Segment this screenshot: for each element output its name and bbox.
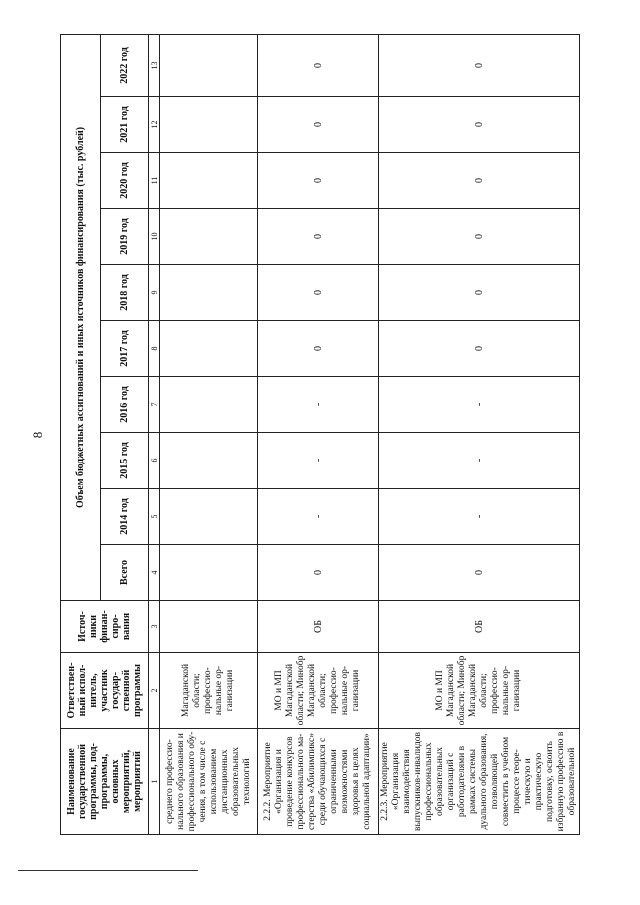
table-row	[160, 34, 258, 834]
row-executor: МО и МП Магаданской области; Минобр Магаданской области; профессио-нальные ор-ганизации	[258, 653, 379, 729]
row-value: 0	[258, 97, 379, 153]
row-value	[160, 489, 258, 545]
row-value: -	[379, 377, 580, 433]
row-value	[160, 209, 258, 265]
row-source	[160, 601, 258, 653]
column-index: 3	[149, 601, 160, 653]
header-year: 2022 год	[101, 34, 149, 96]
header-executor: Ответствен-ный испол-нитель, участник государ-ственной программы	[61, 653, 149, 729]
row-value: 0	[379, 321, 580, 377]
row-executor: Магаданской области; профессио-нальные ор-ганизации	[160, 653, 258, 729]
row-name: 2.2.2. Мероприятие «Организация и проведение конкурсов профессионального ма-стерства «Абилимпикс» среди обучающихся с ограниченными возможностями здоровья в целях социальной адаптации»	[258, 729, 379, 835]
header-funding-group: Объем бюджетных ассигнований и иных источников финансирования (тыс. рублей)	[61, 34, 101, 600]
rotated-page	[30, 35, 605, 835]
column-index: 12	[149, 97, 160, 153]
header-year: 2015 год	[101, 433, 149, 489]
header-year: 2018 год	[101, 265, 149, 321]
column-index: 9	[149, 265, 160, 321]
row-value: 0	[258, 321, 379, 377]
row-value	[160, 377, 258, 433]
row-value: -	[258, 489, 379, 545]
row-value: 0	[258, 153, 379, 209]
row-value	[160, 265, 258, 321]
column-index: 7	[149, 377, 160, 433]
column-index: 6	[149, 433, 160, 489]
column-index: 8	[149, 321, 160, 377]
column-index: 11	[149, 153, 160, 209]
column-index: 2	[149, 653, 160, 729]
page-number: 8	[30, 431, 45, 439]
row-source: ОБ	[379, 601, 580, 653]
row-value: 0	[379, 34, 580, 96]
footer-rule	[18, 870, 198, 871]
row-value	[160, 321, 258, 377]
row-value: 0	[379, 209, 580, 265]
row-value: 0	[379, 153, 580, 209]
row-total	[160, 545, 258, 601]
row-value: -	[258, 433, 379, 489]
header-name: Наименование государственной программы, под-программы, основных мероприятий, мероприятий	[61, 729, 149, 835]
row-value: -	[379, 489, 580, 545]
row-value: -	[258, 377, 379, 433]
table-row	[258, 34, 379, 834]
row-total: 0	[258, 545, 379, 601]
header-total: Всего	[101, 545, 149, 601]
funding-table	[60, 34, 580, 835]
row-name: среднего профессио-нального образования и профессионального обу-чения, в том числе с использованием дистанционных образовательных технологий	[160, 729, 258, 835]
row-value: 0	[379, 265, 580, 321]
table-row	[379, 34, 580, 834]
column-index: 10	[149, 209, 160, 265]
header-year: 2014 год	[101, 489, 149, 545]
column-index: 4	[149, 545, 160, 601]
column-index: 13	[149, 34, 160, 96]
header-source: Источ-ники финан-сиро-вания	[61, 601, 149, 653]
row-name: 2.2.3. Мероприятие «Организация взаимодействия выпускников-инвалидов профессиональных образовательных организаций с работодателями в рамках системы дуального образования, позволяющей совместить в учебном процессе теоре-тическую и практическую подготовку, освоить избранную профессию в образовательной	[379, 729, 580, 835]
row-value: -	[379, 433, 580, 489]
row-executor: МО и МП Магаданской области; Минобр Магаданской области; профессио-нальные ор-ганизации	[379, 653, 580, 729]
row-value	[160, 433, 258, 489]
column-index: 1	[149, 729, 160, 835]
row-value	[160, 34, 258, 96]
row-source: ОБ	[258, 601, 379, 653]
row-value: 0	[379, 97, 580, 153]
row-value	[160, 97, 258, 153]
header-year: 2021 год	[101, 97, 149, 153]
column-index: 5	[149, 489, 160, 545]
row-value: 0	[258, 209, 379, 265]
header-year: 2019 год	[101, 209, 149, 265]
header-year: 2020 год	[101, 153, 149, 209]
row-value: 0	[258, 265, 379, 321]
row-value: 0	[258, 34, 379, 96]
row-value	[160, 153, 258, 209]
column-index-row	[149, 34, 160, 834]
row-total: 0	[379, 545, 580, 601]
header-year: 2017 год	[101, 321, 149, 377]
header-year: 2016 год	[101, 377, 149, 433]
